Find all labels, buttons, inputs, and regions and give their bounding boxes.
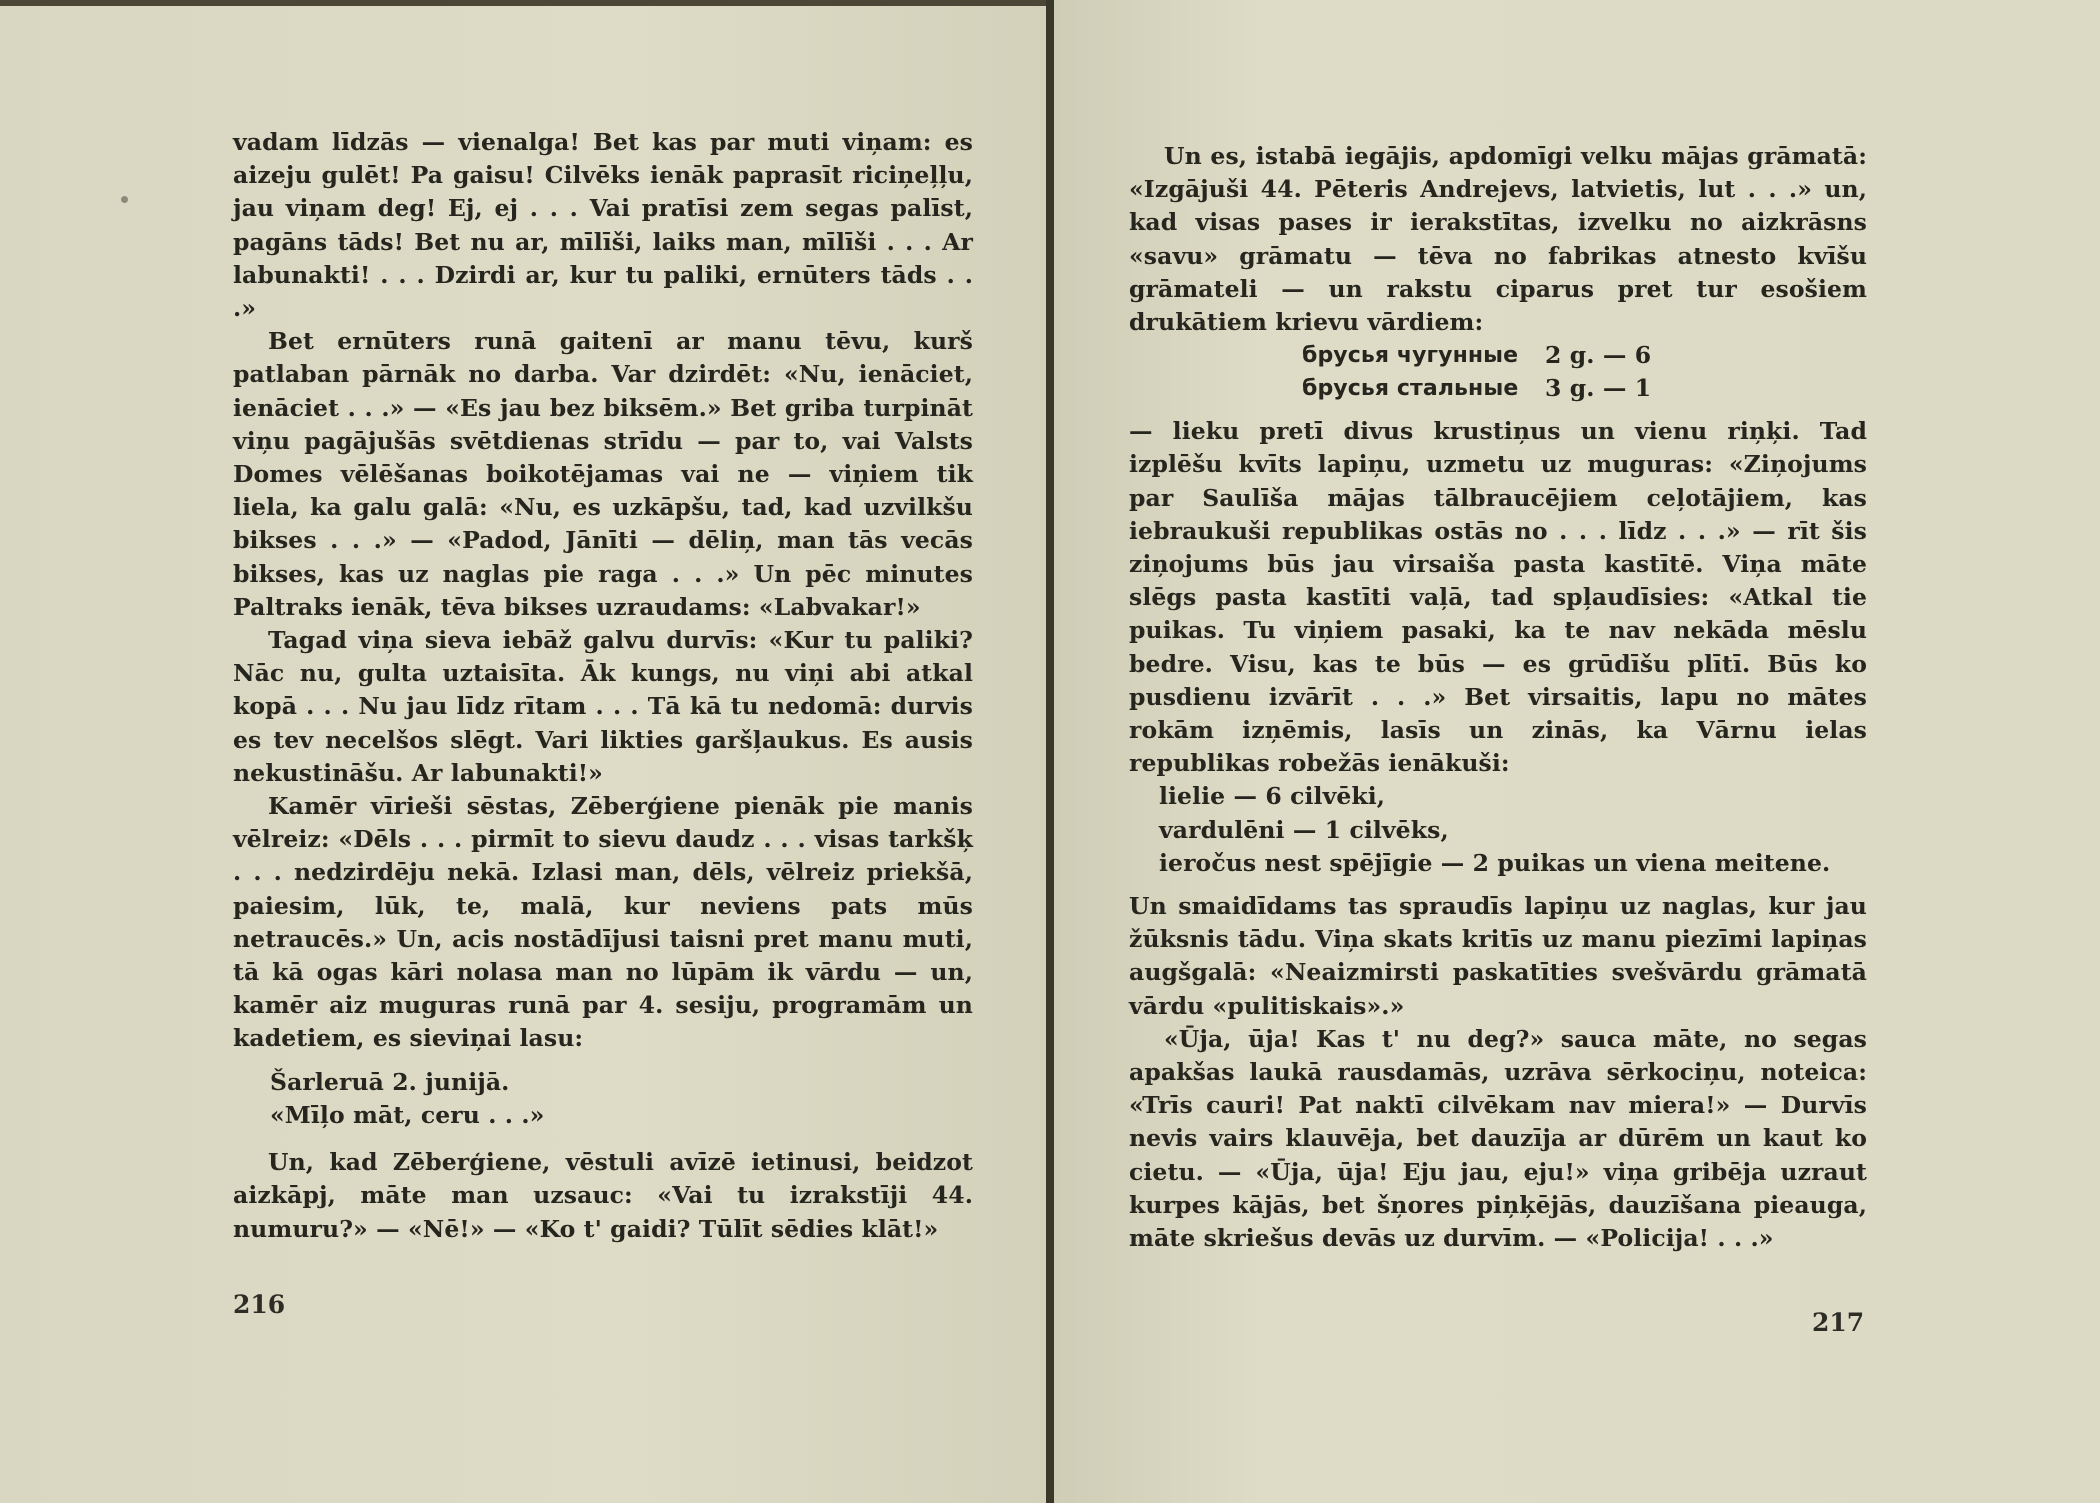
list-item: lielie — 6 cilvēki,: [1159, 782, 1386, 811]
list-item: ieročus nest spējīgie — 2 puikas un viena meitene.: [1159, 848, 1831, 877]
paragraph: Un, kad Zēberģiene, vēstuli avīzē ietinusi, beidzot aizkāpj, māte man uzsauc: «Vai tu izrakstīji 44. numuru?» — «Nē!» — «Ko t' gaidi? Tūlīt sēdies klāt!»: [233, 1148, 973, 1243]
left-page: [0, 0, 1048, 1503]
paragraph: — lieku pretī divus krustiņus un vienu riņķi. Tad izplēšu kvīts lapiņu, uzmetu uz muguras: «Ziņojums par Saulīša mājas tālbraucējiem ceļotājiem, kas iebraukuši republikas ostās no . . . līdz . . .» — rīt šis ziņojums būs jau virsaiša pasta kastītē. Viņa māte slēgs pasta kastīti vaļā, tad spļaudīsies: «Atkal tie puikas. Tu viņiem pasaki, ka te nav nekāda mēslu bedre. Visu, kas te būs — es grūdīšu plītī. Būs ko pusdienu izvārīt . . .» Bet virsaitis, lapu no mātes rokām izņēmis, lasīs un zinās, ka Vārnu ielas republikas robežās ienākuši:: [1129, 417, 1867, 778]
paragraph: Bet ernūters runā gaitenī ar manu tēvu, kurš patlaban pārnāk no darba. Var dzirdēt: «Nu, ienāciet, ienāciet . . .» — «Es jau bez biksēm.» Bet griba turpināt viņu pagājušās svētdienas strīdu — par to, vai Valsts Domes vēlēšanas boikotējamas vai ne — viņiem tik liela, ka galu galā: «Nu, es uzkāpšu, tad, kad uzvilkšu bikses . . .» — «Padod, Jānīti — dēliņ, man tās vecās bikses, kas uz naglas pie raga . . .» Un pēc minutes Paltraks ienāk, tēva bikses uzraudams: «Labvakar!»: [233, 327, 973, 621]
left-page-text: [233, 126, 973, 1246]
paragraph: Un es, istabā iegājis, apdomīgi velku mājas grāmatā: «Izgājuši 44. Pēteris Andrejevs, latvietis, lut . . .» un, kad visas pases ir ierakstītas, izvelku no aizkrāsns «savu» grāmatu — tēva no fabrikas atnesto kvīšu grāmateli — un rakstu ciparus pret tur esošiem drukātiem krievu vārdiem:: [1129, 142, 1867, 337]
letter-line: «Mīļo māt, ceru . . .»: [270, 1100, 545, 1129]
paragraph: Tagad viņa sieva iebāž galvu durvīs: «Kur tu paliki? Nāc nu, gulta uztaisīta. Āk kungs, nu viņi abi atkal kopā . . . Nu jau līdz rītam . . . Tā kā tu nedomā: durvis es tev necelšos slēgt. Vari likties garšļaukus. Es ausis nekustināšu. Ar labunakti!»: [233, 626, 973, 787]
people-list: [1129, 780, 1867, 880]
ru-row: [1129, 339, 1867, 372]
paper-speck: [121, 196, 128, 203]
ru-item-value: 3 g. — 1: [1545, 374, 1652, 403]
right-page-text: [1129, 140, 1867, 1255]
paragraph: Un smaidīdams tas spraudīs lapiņu uz naglas, kur jau žūksnis tādu. Viņa skats kritīs uz manu piezīmi lapiņas augšgalā: «Neaizmirsti paskatīties svešvārdu grāmatā vārdu «pulitiskais».»: [1129, 892, 1867, 1020]
list-item: vardulēni — 1 cilvēks,: [1159, 815, 1449, 844]
page-number: 216: [233, 1290, 286, 1319]
ru-item-name: брусья стальные: [1302, 376, 1519, 402]
letter-quote: [233, 1066, 973, 1132]
paragraph: Kamēr vīrieši sēstas, Zēberģiene pienāk pie manis vēlreiz: «Dēls . . . pirmīt to sievu daudz . . . visas tarkšķ . . . nedzirdēju nekā. Izlasi man, dēls, vēlreiz priekšā, paiesim, lūk, te, malā, kur neviens pats mūs netraucēs.» Un, acis nostādījusi taisni pret manu muti, tā kā ogas kāri nolasa man no lūpām ik vārdu — un, kamēr aiz muguras runā par 4. sesiju, programām un kadetiem, es sieviņai lasu:: [233, 792, 973, 1053]
letter-line: Šarleruā 2. junijā.: [270, 1067, 510, 1096]
left-page-edge: [0, 0, 1048, 6]
paragraph: «Ūja, ūja! Kas t' nu deg?» sauca māte, no segas apakšas laukā rausdamās, uzrāva sērkociņu, noteica: «Trīs cauri! Pat naktī cilvēkam nav miera!» — Durvīs nevis vairs klauvēja, bet dauzīja ar dūrēm un kaut ko cietu. — «Ūja, ūja! Eju jau, eju!» viņa gribēja uzraut kurpes kājās, bet šņores piņķējās, dauzīšana pieauga, māte skriešus devās uz durvīm. — «Policija! . . .»: [1129, 1024, 1867, 1253]
page-number: 217: [1812, 1308, 1865, 1337]
ru-item-name: брусья чугунные: [1302, 343, 1519, 369]
russian-table: [1129, 339, 1867, 405]
paragraph: vadam līdzās — vienalga! Bet kas par muti viņam: es aizeju gulēt! Pa gaisu! Cilvēks ienāk paprasīt riciņeļļu, jau viņam deg! Ej, ej . . . Vai pratīsi zem segas palīst, pagāns tāds! Bet nu ar, mīlīši, laiks man, mīlīši . . . Ar labunakti! . . . Dzirdi ar, kur tu paliki, ernūters tāds . . .»: [233, 128, 973, 323]
right-page: [1054, 0, 2100, 1503]
ru-item-value: 2 g. — 6: [1545, 341, 1652, 370]
ru-row: [1129, 372, 1867, 405]
